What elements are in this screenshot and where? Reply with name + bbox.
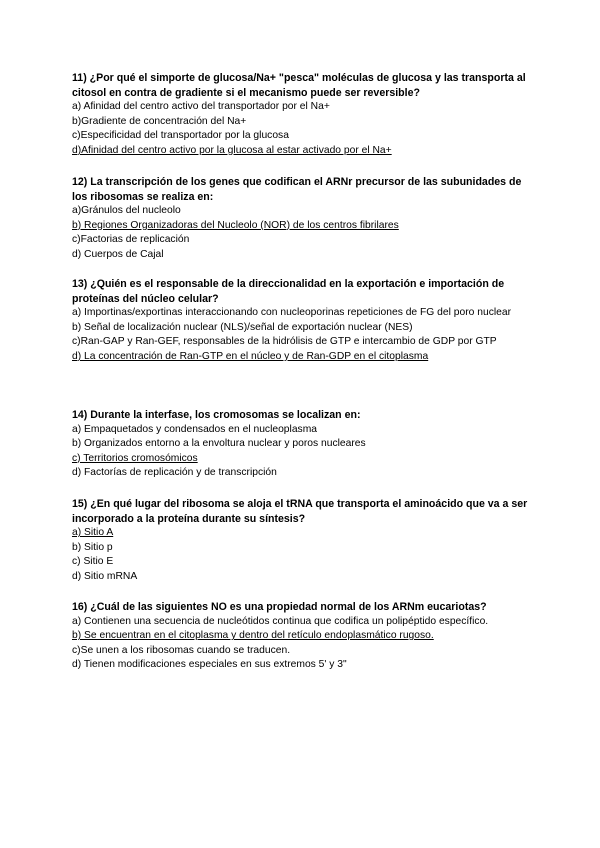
option-c: c)Se unen a los ribosomas cuando se traducen. xyxy=(72,644,291,656)
question-title: 11) ¿Por qué el simporte de glucosa/Na+ "pesca" moléculas de glucosa y las transporta al citosol en contra de gradiente si el mecanismo puede ser reversible? xyxy=(72,72,526,99)
answer-options xyxy=(72,615,532,673)
answer-options xyxy=(72,423,532,481)
option-b: b) Organizados entorno a la envoltura nuclear y poros nucleares xyxy=(72,438,366,450)
option-b: b)Gradiente de concentración del Na+ xyxy=(72,115,247,127)
option-b: b) Señal de localización nuclear (NLS)/señal de exportación nuclear (NES) xyxy=(72,321,413,333)
option-b: b) Sitio p xyxy=(72,541,113,553)
option-c: c) Sitio E xyxy=(72,556,114,568)
question-title: 15) ¿En qué lugar del ribosoma se aloja el tRNA que transporta el aminoácido que va a ser incorporado a la proteína durante su síntesis? xyxy=(72,498,528,525)
option-b-correct: b) Se encuentran en el citoplasma y dentro del retículo endoplasmático rugoso. xyxy=(72,630,434,642)
question-16 xyxy=(72,600,532,673)
question-title: 13) ¿Quién es el responsable de la direccionalidad en la exportación e importación de proteínas del núcleo celular? xyxy=(72,278,505,305)
option-c: c)Ran-GAP y Ran-GEF, responsables de la hidrólisis de GTP e intercambio de GDP por GTP xyxy=(72,336,497,348)
option-a: a) Importinas/exportinas interaccionando con nucleoporinas repeticiones de FG del poro nuclear xyxy=(72,307,512,319)
option-a: a) Empaquetados y condensados en el nucleoplasma xyxy=(72,423,317,435)
option-d: d) Factorías de replicación y de transcripción xyxy=(72,467,277,479)
option-c: c)Factorias de replicación xyxy=(72,234,190,246)
question-title: 12) La transcripción de los genes que codifican el ARNr precursor de las subunidades de los ribosomas se realiza en: xyxy=(72,176,522,203)
answer-options xyxy=(72,306,532,364)
question-13 xyxy=(72,277,532,365)
option-d-correct: d)Afinidad del centro activo por la glucosa al estar activado por el Na+ xyxy=(72,144,392,156)
answer-options xyxy=(72,526,532,584)
question-title: 14) Durante la interfase, los cromosomas se localizan en: xyxy=(72,409,361,421)
question-11 xyxy=(72,71,532,159)
question-title: 16) ¿Cuál de las siguientes NO es una propiedad normal de los ARNm eucariotas? xyxy=(72,601,487,613)
option-c-correct: c) Territorios cromosómicos xyxy=(72,452,198,464)
answer-options xyxy=(72,204,532,262)
option-d: d) Cuerpos de Cajal xyxy=(72,248,164,260)
option-c: c)Especificidad del transportador por la glucosa xyxy=(72,130,289,142)
question-15 xyxy=(72,497,532,585)
option-a-correct: a) Sitio A xyxy=(72,527,114,539)
option-d-correct: d) La concentración de Ran-GTP en el núcleo y de Ran-GDP en el citoplasma xyxy=(72,350,429,362)
option-b-correct: b) Regiones Organizadoras del Nucleolo (NOR) de los centros fibrilares xyxy=(72,219,399,231)
answer-options xyxy=(72,100,532,158)
question-14 xyxy=(72,408,532,481)
option-d: d) Sitio mRNA xyxy=(72,570,138,582)
option-a: a) Afinidad del centro activo del transportador por el Na+ xyxy=(72,101,330,113)
option-d: d) Tienen modificaciones especiales en sus extremos 5' y 3" xyxy=(72,659,347,671)
option-a: a)Gránulos del nucleolo xyxy=(72,205,181,217)
question-12 xyxy=(72,175,532,263)
option-a: a) Contienen una secuencia de nucleótidos continua que codifica un polipéptido específico. xyxy=(72,615,489,627)
